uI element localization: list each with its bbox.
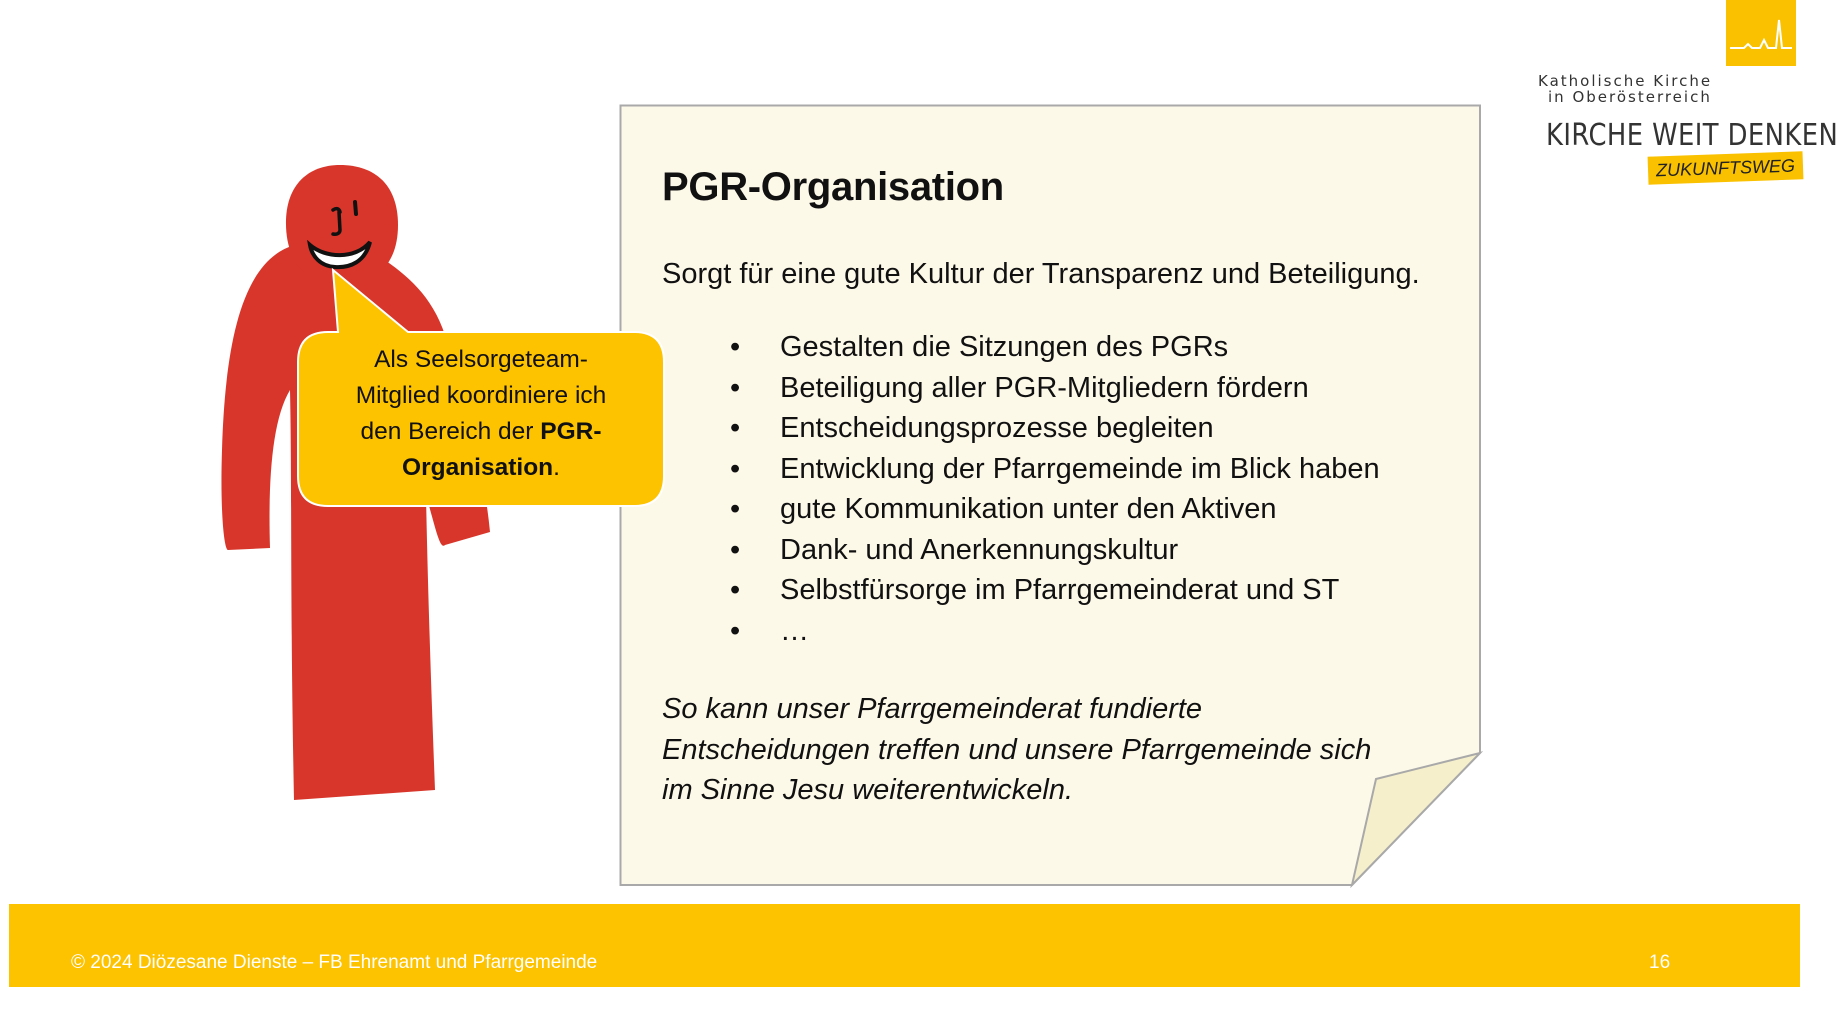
church-skyline-icon [1726,0,1796,66]
bullet-list [662,327,1462,651]
logo-tag: ZUKUNFTSWEG [1648,151,1804,184]
bubble-text [308,342,654,486]
bubble-text-regular: den Bereich der [360,418,541,445]
logo-org-line1: Katholische Kirche [1538,72,1713,90]
bubble-line [308,450,654,486]
list-item: • Entwicklung der Pfarrgemeinde im Blick haben [662,449,1462,490]
logo-org-line2: in Oberösterreich [1548,88,1712,106]
list-item: • Dank- und Anerkennungskultur [662,530,1462,571]
page-number: 16 [1649,952,1671,973]
slide-title: PGR-Organisation [662,165,1004,209]
slide-intro: Sorgt für eine gute Kultur der Transparenz und Beteiligung. [662,258,1420,290]
list-item: • gute Kommunikation unter den Aktiven [662,489,1462,530]
speech-bubble [298,332,664,506]
closing-statement: So kann unser Pfarrgemeinderat fundierte Entscheidungen treffen und unsere Pfarrgemeinde sich im Sinne Jesu weiterentwickeln. [662,693,1372,806]
list-item: • Gestalten die Sitzungen des PGRs [662,327,1462,368]
bubble-text-bold: PGR- [540,418,602,445]
bubble-text-regular: . [553,454,560,481]
bubble-line: Als Seelsorgeteam- [374,346,588,373]
bubble-text-bold: Organisation [402,454,554,481]
footer-bar [9,904,1800,987]
list-item: • Beteiligung aller PGR-Mitgliedern fördern [662,368,1462,409]
note-card [620,105,1484,885]
bubble-line [308,414,654,450]
list-item: • Selbstfürsorge im Pfarrgemeinderat und ST [662,570,1462,611]
figure-eye-right [355,202,356,214]
list-item: • … [662,611,1462,652]
list-item: • Entscheidungsprozesse begleiten [662,408,1462,449]
footer-copyright: © 2024 Diözesane Dienste – FB Ehrenamt und Pfarrgemeinde [71,952,598,973]
bubble-line: Mitglied koordiniere ich [355,382,607,409]
logo-slogan: KIRCHE WEIT DENKEN [1546,118,1838,153]
diocese-logo [1530,0,1838,185]
